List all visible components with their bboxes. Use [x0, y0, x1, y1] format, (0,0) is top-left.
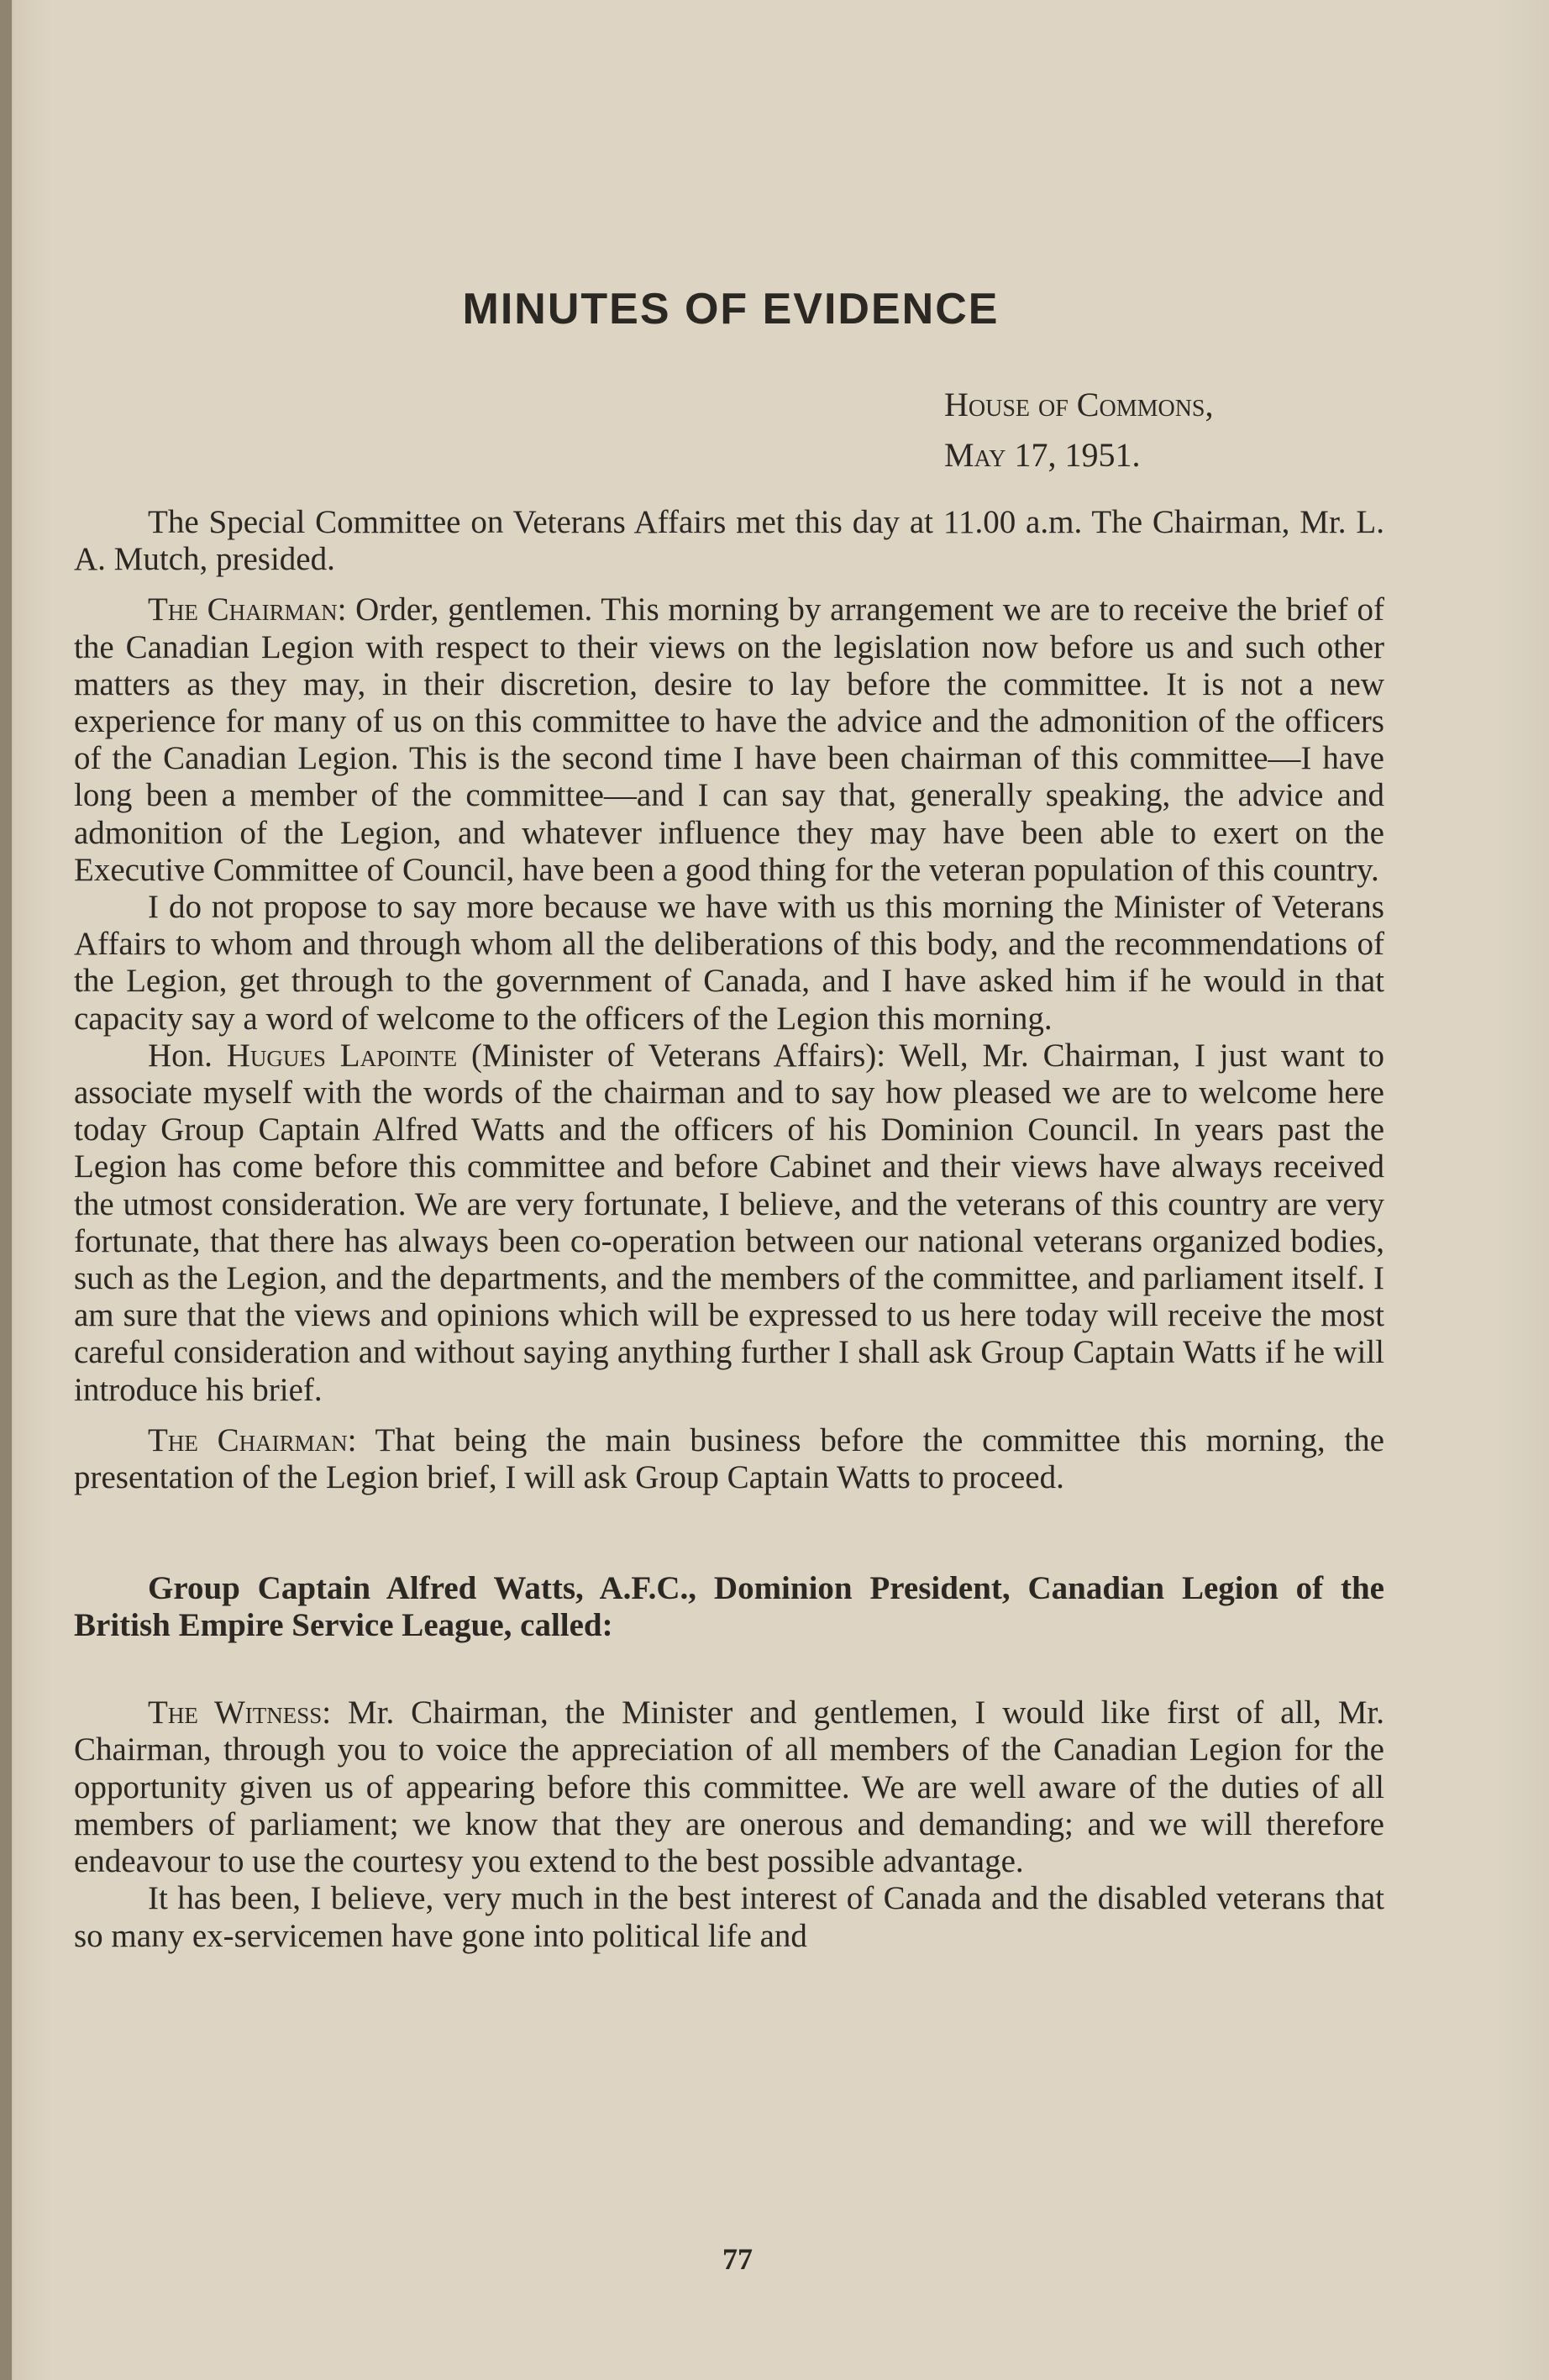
paragraph-4 [74, 1038, 1384, 1409]
paragraph-3: I do not propose to say more because we have with us this morning the Minister of Veterans Affairs to whom and through whom all the deliberations of this body, and the recommendations of the Legion, get through to the government of Canada, and I have asked him if he would in that capacity say a word of welcome to the officers of the Legion this morning. [74, 889, 1384, 1037]
paragraph-7: It has been, I believe, very much in the best interest of Canada and the disabled veterans that so many ex-servicemen have gone into political life and [74, 1880, 1384, 1954]
paragraph-6 [74, 1694, 1384, 1880]
paragraph-4-text: (Minister of Veterans Affairs): Well, Mr. Chairman, I just want to associate myself with the words of the chairman and to say how pleased we are to welcome here today Group Captain Alfred Watts and the officers of his Dominion Council. In years past the Legion has come before this committee and before Cabinet and their views have always received the utmost consideration. We are very fortunate, I believe, and the veterans of this country are very fortunate, that there has always been co-operation between our national veterans organized bodies, such as the Legion, and the departments, and the members of the committee, and parliament itself. I am sure that the views and opinions which will be expressed to us here today will receive the most careful consideration and without saying anything further I shall ask Group Captain Watts if he will introduce his brief. [74, 1037, 1384, 1408]
dateline-date: May 17, 1951. [944, 436, 1141, 474]
paragraph-6-text: Mr. Chairman, the Minister and gentlemen, I would like first of all, Mr. Chairman, through you to voice the appreciation of all members of the Canadian Legion for the opportunity given us of appearing before this committee. We are well aware of the duties of all members of parliament; we know that they are onerous and demanding; and we will therefore endeavour to use the courtesy you extend to the best possible advantage. [74, 1694, 1384, 1880]
dateline [944, 380, 1214, 481]
paragraph-2 [74, 591, 1384, 889]
paragraph-5-text: That being the main business before the committee this morning, the presentation of the Legion brief, I will ask Group Captain Watts to proceed. [74, 1421, 1384, 1496]
speaker-minister: Hugues Lapointe [226, 1037, 458, 1074]
speaker-chairman-2: The Chairman: [148, 1421, 357, 1458]
page-edge [0, 0, 12, 2380]
dateline-place: House of Commons, [944, 386, 1214, 423]
speaker-witness: The Witness: [148, 1694, 332, 1731]
paragraph-2-text: Order, gentlemen. This morning by arrangement we are to receive the brief of the Canadian Legion with respect to their views on the legislation now before us and such other matters as they may, in their discretion, desire to lay before the committee. It is not a new experience for many of us on this committee to have the advice and the admonition of the officers of the Canadian Legion. This is the second time I have been chairman of this committee—I have long been a member of the committee—and I can say that, generally speaking, the advice and admonition of the Legion, and whatever influence they may have been able to exert on the Executive Committee of Council, have been a good thing for the veteran population of this country. [74, 591, 1384, 888]
witness-heading: Group Captain Alfred Watts, A.F.C., Dominion President, Canadian Legion of the British Empire Service League, called: [74, 1570, 1384, 1644]
page-number: 77 [722, 2242, 753, 2276]
paragraph-1: The Special Committee on Veterans Affairs met this day at 11.00 a.m. The Chairman, Mr. L. A. Mutch, presided. [74, 504, 1384, 578]
speaker-prefix: Hon. [148, 1037, 227, 1074]
paragraph-5 [74, 1422, 1384, 1496]
body-text [74, 504, 1384, 1955]
speaker-chairman: The Chairman: [148, 591, 347, 628]
page-title: MINUTES OF EVIDENCE [462, 285, 1000, 334]
